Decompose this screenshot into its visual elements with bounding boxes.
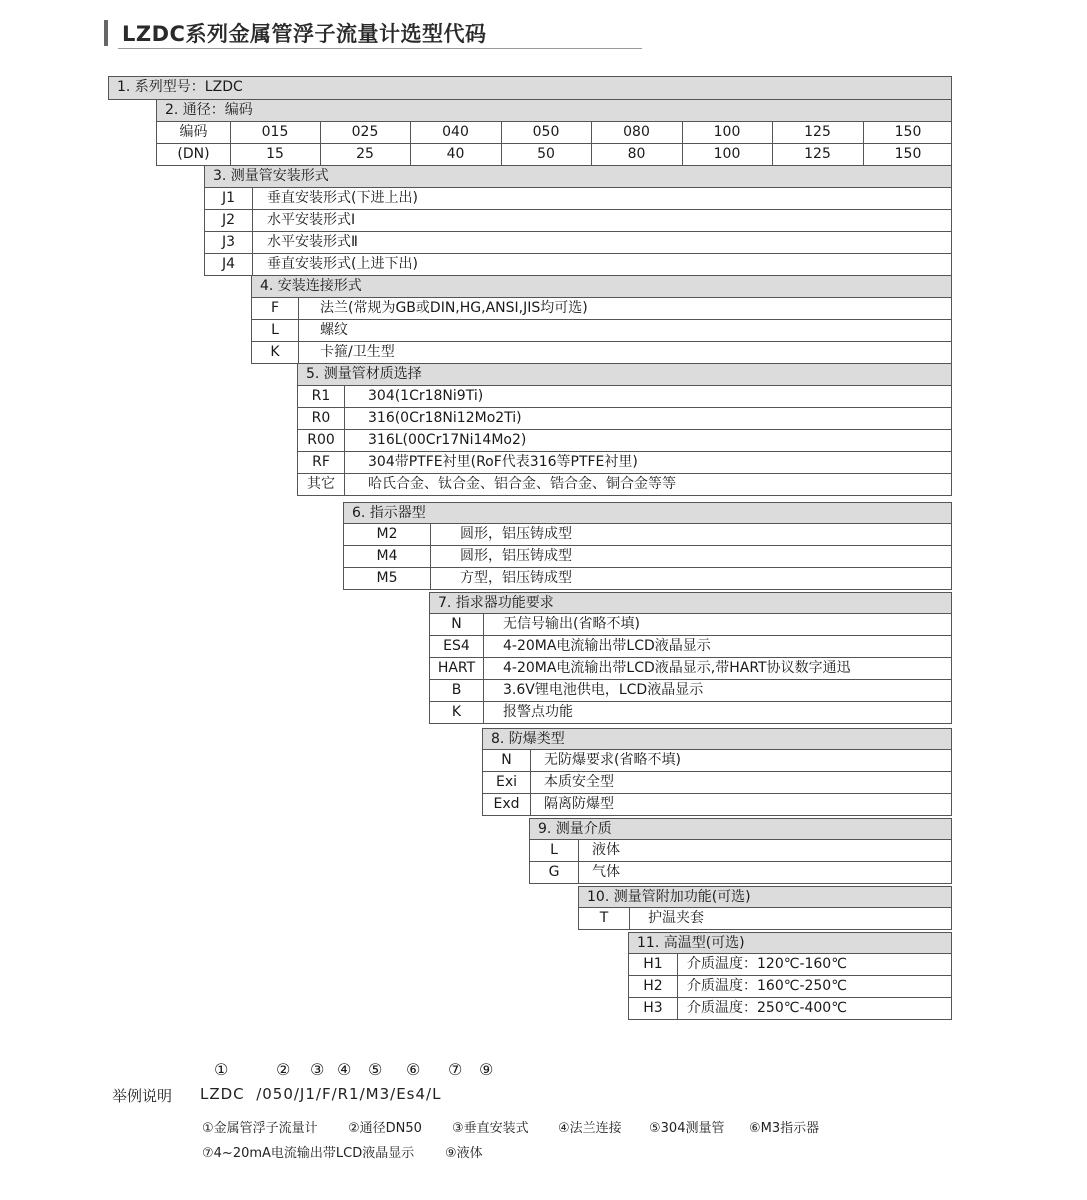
option-row xyxy=(429,702,952,724)
option-row xyxy=(578,908,952,930)
option-row xyxy=(204,188,952,210)
option-code: F xyxy=(252,298,299,319)
option-code: R0 xyxy=(298,408,345,429)
option-row xyxy=(482,794,952,816)
section-2-header xyxy=(156,100,952,122)
option-desc: 316L(00Cr17Ni14Mo2) xyxy=(368,432,527,448)
option-row xyxy=(628,998,952,1020)
section-7-header xyxy=(429,592,952,614)
marker: ⑨ xyxy=(479,1060,494,1079)
marker: ⑥ xyxy=(406,1060,421,1079)
option-code: H2 xyxy=(629,976,678,997)
page-title: LZDC系列金属管浮子流量计选型代码 xyxy=(122,22,487,46)
option-desc: 316(0Cr18Ni12Mo2Ti) xyxy=(368,410,522,426)
option-row xyxy=(297,474,952,496)
section-11-label: 11. 高温型(可选) xyxy=(637,935,745,951)
section-5-label: 5. 测量管材质选择 xyxy=(306,366,422,382)
section-9-label: 9. 测量介质 xyxy=(538,821,612,837)
option-desc: 3.6V锂电池供电，LCD液晶显示 xyxy=(503,682,704,698)
option-code: R1 xyxy=(298,386,345,407)
option-desc: 液体 xyxy=(592,842,620,858)
code-cell: 150 xyxy=(894,124,922,140)
option-row xyxy=(297,430,952,452)
option-row xyxy=(204,254,952,276)
option-code: J1 xyxy=(205,188,253,209)
section-3-label: 3. 测量管安装形式 xyxy=(213,168,329,184)
marker: ② xyxy=(276,1060,291,1079)
dn-cell: 50 xyxy=(501,144,592,165)
code-cell: 100 xyxy=(682,122,773,143)
option-row xyxy=(429,680,952,702)
option-code: J3 xyxy=(205,232,253,253)
code-cell: 040 xyxy=(410,122,502,143)
option-desc: 介质温度：120℃-160℃ xyxy=(687,956,847,972)
marker: ① xyxy=(214,1060,229,1079)
option-code: J4 xyxy=(205,254,253,275)
option-row xyxy=(429,658,952,680)
option-code: M4 xyxy=(344,546,431,567)
note: ④法兰连接 xyxy=(558,1121,622,1136)
option-code: ES4 xyxy=(430,636,484,657)
option-desc: 螺纹 xyxy=(320,322,348,338)
marker: ⑦ xyxy=(448,1060,463,1079)
option-code: M5 xyxy=(344,568,431,589)
option-row xyxy=(628,976,952,998)
code-cell: 025 xyxy=(320,122,411,143)
option-row xyxy=(482,750,952,772)
note: ①金属管浮子流量计 xyxy=(202,1121,318,1136)
section-1-label: 1. 系列型号：LZDC xyxy=(117,79,243,95)
option-code: RF xyxy=(298,452,345,473)
dn-cell: (DN) xyxy=(157,144,231,165)
section-6-header xyxy=(343,502,952,524)
option-desc: 哈氏合金、钛合金、铝合金、锆合金、铜合金等等 xyxy=(368,476,676,492)
code-cell: 125 xyxy=(772,122,864,143)
option-code: T xyxy=(579,908,630,929)
option-row xyxy=(251,298,952,320)
option-desc: 304带PTFE衬里(RoF代表316等PTFE衬里) xyxy=(368,454,638,470)
option-code: 其它 xyxy=(298,474,345,495)
code-cell: 015 xyxy=(230,122,321,143)
option-desc: 垂直安装形式(上进下出) xyxy=(267,256,418,272)
section-4-label: 4. 安装连接形式 xyxy=(260,278,362,294)
section-4-header xyxy=(251,276,952,298)
option-code: R00 xyxy=(298,430,345,451)
section-5-header xyxy=(297,364,952,386)
section-8-label: 8. 防爆类型 xyxy=(491,731,565,747)
dn-cell: 100 xyxy=(682,144,773,165)
marker: ④ xyxy=(337,1060,352,1079)
section-10-label: 10. 测量管附加功能(可选) xyxy=(587,889,751,905)
option-code: H1 xyxy=(629,954,678,975)
option-row xyxy=(297,386,952,408)
option-desc: 护温夹套 xyxy=(648,910,704,926)
note: ⑤304测量管 xyxy=(649,1121,725,1136)
option-row xyxy=(529,840,952,862)
option-row xyxy=(482,772,952,794)
dn-cell: 15 xyxy=(230,144,321,165)
section-2-label: 2. 通径：编码 xyxy=(165,102,253,118)
option-desc: 无信号输出(省略不填) xyxy=(503,616,640,632)
option-row xyxy=(343,546,952,568)
section-8-header xyxy=(482,728,952,750)
option-code: Exd xyxy=(483,794,531,815)
option-row xyxy=(297,408,952,430)
option-desc: 方型，铝压铸成型 xyxy=(460,570,572,586)
dn-cell: 25 xyxy=(320,144,411,165)
option-row xyxy=(429,636,952,658)
option-code: M2 xyxy=(344,524,431,545)
option-desc: 隔离防爆型 xyxy=(544,796,614,812)
option-desc: 气体 xyxy=(592,864,620,880)
dn-cell: 150 xyxy=(894,146,922,162)
option-row xyxy=(251,320,952,342)
note: ⑨液体 xyxy=(445,1146,483,1161)
option-code: N xyxy=(430,614,484,635)
option-row xyxy=(343,524,952,546)
option-desc: 垂直安装形式(下进上出) xyxy=(267,190,418,206)
option-row xyxy=(204,210,952,232)
option-row xyxy=(297,452,952,474)
code-row xyxy=(156,122,952,144)
option-code: L xyxy=(530,840,579,861)
code-cell: 编码 xyxy=(157,122,231,143)
option-desc: 本质安全型 xyxy=(544,774,614,790)
option-desc: 介质温度：160℃-250℃ xyxy=(687,978,847,994)
option-desc: 卡箍/卫生型 xyxy=(320,344,395,360)
title-accent-bar xyxy=(104,20,108,46)
option-row xyxy=(628,954,952,976)
option-code: Exi xyxy=(483,772,531,793)
title-underline xyxy=(118,48,642,49)
note: ⑦4~20mA电流输出带LCD液晶显示 xyxy=(202,1146,415,1161)
section-10-header xyxy=(578,886,952,908)
option-code: K xyxy=(430,702,484,723)
example-code: LZDC /050/J1/F/R1/M3/Es4/L xyxy=(200,1085,442,1103)
note: ③垂直安装式 xyxy=(452,1121,529,1136)
marker: ③ xyxy=(310,1060,325,1079)
section-6-label: 6. 指示器型 xyxy=(352,505,426,521)
section-7-label: 7. 指求器功能要求 xyxy=(438,595,554,611)
option-code: HART xyxy=(430,658,484,679)
option-code: J2 xyxy=(205,210,253,231)
option-row xyxy=(343,568,952,590)
option-desc: 圆形，铝压铸成型 xyxy=(460,548,572,564)
section-11-header xyxy=(628,932,952,954)
option-desc: 法兰(常规为GB或DIN,HG,ANSI,JIS均可选) xyxy=(320,300,588,316)
option-code: L xyxy=(252,320,299,341)
option-desc: 水平安装形式Ⅱ xyxy=(267,234,358,250)
code-cell: 050 xyxy=(501,122,592,143)
note: ②通径DN50 xyxy=(348,1121,422,1136)
option-desc: 4-20MA电流输出带LCD液晶显示,带HART协议数字通迅 xyxy=(503,660,851,676)
option-row xyxy=(251,342,952,364)
example-label: 举例说明 xyxy=(112,1087,173,1105)
option-desc: 304(1Cr18Ni9Ti) xyxy=(368,388,484,404)
section-1-header xyxy=(108,76,952,100)
option-desc: 报警点功能 xyxy=(503,704,573,720)
note: ⑥M3指示器 xyxy=(749,1121,820,1136)
dn-cell: 125 xyxy=(772,144,864,165)
option-code: K xyxy=(252,342,299,363)
option-desc: 圆形，铝压铸成型 xyxy=(460,526,572,542)
section-9-header xyxy=(529,818,952,840)
code-cell: 080 xyxy=(591,122,683,143)
section-3-header xyxy=(204,166,952,188)
dn-cell: 40 xyxy=(410,144,502,165)
option-code: H3 xyxy=(629,998,678,1019)
option-row xyxy=(429,614,952,636)
dn-cell: 80 xyxy=(591,144,683,165)
marker: ⑤ xyxy=(368,1060,383,1079)
option-desc: 介质温度：250℃-400℃ xyxy=(687,1000,847,1016)
option-desc: 无防爆要求(省略不填) xyxy=(544,752,681,768)
dn-row xyxy=(156,144,952,166)
option-row xyxy=(204,232,952,254)
option-code: G xyxy=(530,862,579,883)
option-desc: 水平安装形式Ⅰ xyxy=(267,212,356,228)
option-code: N xyxy=(483,750,531,771)
option-desc: 4-20MA电流输出带LCD液晶显示 xyxy=(503,638,711,654)
option-code: B xyxy=(430,680,484,701)
option-row xyxy=(529,862,952,884)
